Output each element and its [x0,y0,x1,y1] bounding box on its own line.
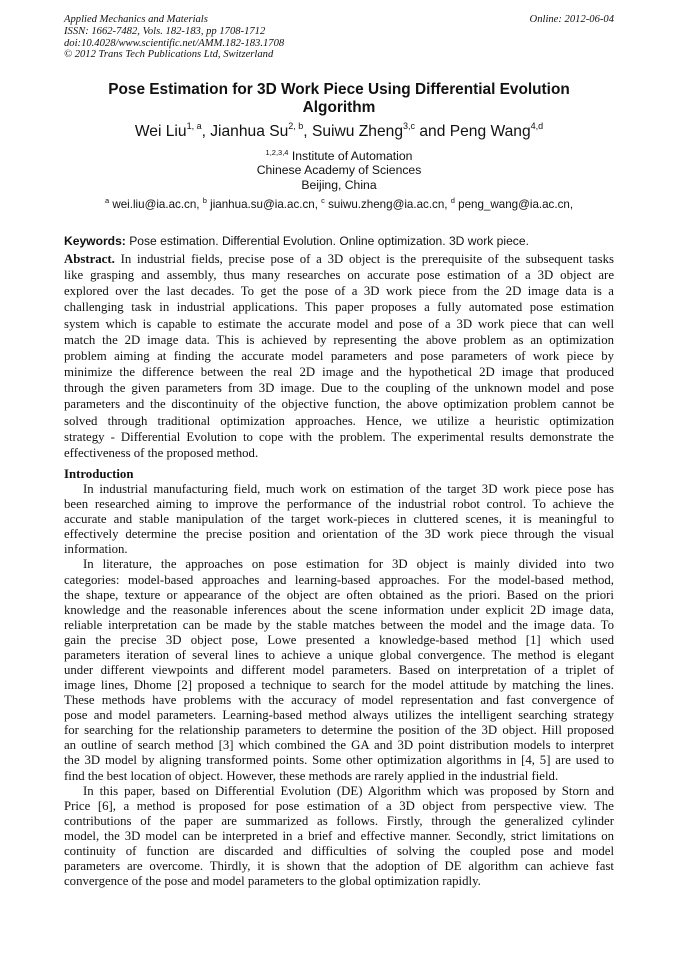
paragraph-line: accurate and stable manipulation of the target work-pieces in cluttered scenes, it is meaningful to [64,512,614,527]
online-date: Online: 2012-06-04 [529,14,614,25]
abstract-line: through the given parameters from 3D image. Due to the coupling of the unknown model and pose [64,381,614,396]
keywords [64,234,529,248]
abstract-text: In industrial fields, precise pose of a 3D object is the prerequisite of the subsequent tasks [114,252,614,266]
paragraph-line: an outline of search method [3] which combined the GA and 3D point distribution models to interpret [64,738,614,753]
abstract [64,251,614,461]
paragraph-line: categories: model-based approaches and learning-based approaches. For the model-based method, [64,572,614,587]
paragraph-line: In this paper, based on Differential Evolution (DE) Algorithm which was proposed by Storn and [83,783,614,798]
issn: ISSN: 1662-7482, Vols. 182-183, pp 1708-1712 [64,25,266,37]
author-affiliation-sup: 4,d [530,121,544,131]
author-affiliation-sup: 1, a [186,121,202,131]
email-address: jianhua.su@ia.ac.cn, [206,198,322,211]
email-sup: a [104,196,110,205]
paragraph-line: contributions of the paper are summarized as follows. Firstly, through the generalized cylinder [64,813,614,828]
email-address: peng_wang@ia.ac.cn, [454,198,574,211]
paragraph-line: information. [64,542,128,557]
author-separator: and [415,123,450,140]
copyright: © 2012 Trans Tech Publications Ltd, Switzerland [64,49,274,61]
introduction-heading: Introduction [64,467,134,481]
paragraph-line: reliable interpretation can be made by the stable matches between the model and the image data. To [64,617,614,632]
author-name: Wei Liu [134,123,187,140]
paragraph-line: gain the precise 3D object pose, Lowe presented a knowledge-based method [1] which used [64,632,614,647]
paragraph-line: model, the 3D model can be interpreted in a brief and effective manner. Secondly, strict limitations on [64,828,614,843]
email-address: wei.liu@ia.ac.cn, [109,198,203,211]
email-list [64,198,614,211]
abstract-line: minimize the difference between the real 2D image and the hypothetical 2D image that produced [64,365,614,380]
author-affiliation-sup: 2, b [288,121,304,131]
author-separator: , [303,123,312,140]
abstract-line: strategy - Differential Evolution to cope with the problem. The experimental results demonstrate the [64,429,614,444]
abstract-line: challenging task in industrial applications. This paper proposes a fully automated pose estimation [64,300,614,315]
paragraph-line: continuity of function are discarded and difficulties of solving the coupled pose and model [64,843,614,858]
author-name: Peng Wang [449,123,531,140]
paragraph-line: the 3D model by aligning transformed points. Some other optimization algorithms in [4, 5] are used to [64,753,614,768]
abstract-line: match the 2D image data. This is achieved by representing the above problem as an optimization [64,332,614,347]
paragraph-line: the shape, texture or appearance of the object are often obtained as the priori. Based on the priori [64,587,614,602]
abstract-line: effectiveness of the proposed method. [64,445,259,460]
author-list [64,123,614,141]
paragraph [64,557,614,783]
abstract-line: like grasping and assembly, thus many researches on accurate pose estimation of a 3D object are [64,268,614,283]
author-name: Suiwu Zheng [311,123,403,140]
paragraph-line: In industrial manufacturing field, much work on estimation of the target 3D work piece pose has [83,482,614,497]
paragraph-line: In literature, the approaches on pose estimation for 3D object is mainly divided into two [83,557,614,572]
section-heading [64,467,614,482]
journal-name: Applied Mechanics and Materials [64,14,208,25]
paragraph-line: find the best location of object. However, these methods are rarely applied in the industrial field. [64,768,559,783]
paragraph [64,784,614,890]
paragraph-line: been researched aiming to improve the performance of the industrial robot control. To achieve the [64,497,614,512]
keywords-label: Keywords: [64,234,126,248]
paragraph-line: These methods have problems with the accuracy of model representation and fast convergence of [64,693,614,708]
paragraph-line: parameters iteration of several lines to achieve a unique global convergence. The method is elegant [64,647,614,662]
affiliation-sup: 1,2,3,4 [265,148,289,157]
paragraph [64,482,614,557]
title-line-2: Algorithm [302,98,376,116]
email-sup: d [450,196,455,205]
author-name: Jianhua Su [210,123,289,140]
paragraph-line: convergence of the pose and model parameters to the global optimization rapidly. [64,874,481,889]
paragraph-line: for searching for the relationship parameters to determine the position of the 3D object. Hill proposed [64,723,614,738]
paragraph-line: under different viewpoints and different model parameters. Based on interpretation of a triplet of [64,663,614,678]
email-address: suiwu.zheng@ia.ac.cn, [324,198,451,211]
affiliation [64,149,614,192]
abstract-line [64,251,614,267]
email-sup: c [321,196,325,205]
paragraph-line: effectively determine the precise position and orientation of the 3D work piece through the visual [64,527,614,542]
paragraph-line: Price [6], a method is proposed for pose estimation of a 3D object from perspective view. The [64,798,614,813]
paragraph-line: knowledge and the reasonable inferences about the scene information under explicit 2D image data, [64,602,614,617]
abstract-line: parameters and the discontinuity of the objective function, the above optimization problem cannot be [64,397,614,412]
abstract-line: explored over the last decades. To get the pose of a 3D work piece from the 2D image data is a [64,284,614,299]
affiliation-institute: Institute of Automation [288,149,413,163]
doi: doi:10.4028/www.scientific.net/AMM.182-183.1708 [64,37,285,49]
paragraph-line: pose and model parameters. Learning-based method always utilizes the intelligent searching strategy [64,708,614,723]
keywords-text: Pose estimation. Differential Evolution. Online optimization. 3D work piece. [125,234,529,248]
abstract-line: problem aiming at finding the accurate model parameters and pose parameters of work piece by [64,348,614,363]
abstract-line: system which is capable to estimate the accurate model and pose of a 3D work piece that can well [64,316,614,331]
journal-header [64,14,284,61]
paragraph-line: parameters are overcome. Thirdly, it is shown that the adoption of DE algorithm can achieve fast [64,859,614,874]
title-line-1: Pose Estimation for 3D Work Piece Using Differential Evolution [108,81,570,98]
author-affiliation-sup: 3,c [403,121,416,131]
abstract-label: Abstract. [64,252,115,266]
abstract-line: solved through traditional optimization approaches. Hence, we utilize a heuristic optimization [64,413,614,428]
paragraph-line: image lines, Dhome [2] proposed a technique to search for the model attitude by matching the lines. [64,678,614,693]
affiliation-academy: Chinese Academy of Sciences [256,163,422,178]
author-separator: , [201,123,211,140]
affiliation-city: Beijing, China [301,177,377,192]
paper-title [64,81,614,116]
introduction-section [64,467,614,889]
email-sup: b [202,196,207,205]
